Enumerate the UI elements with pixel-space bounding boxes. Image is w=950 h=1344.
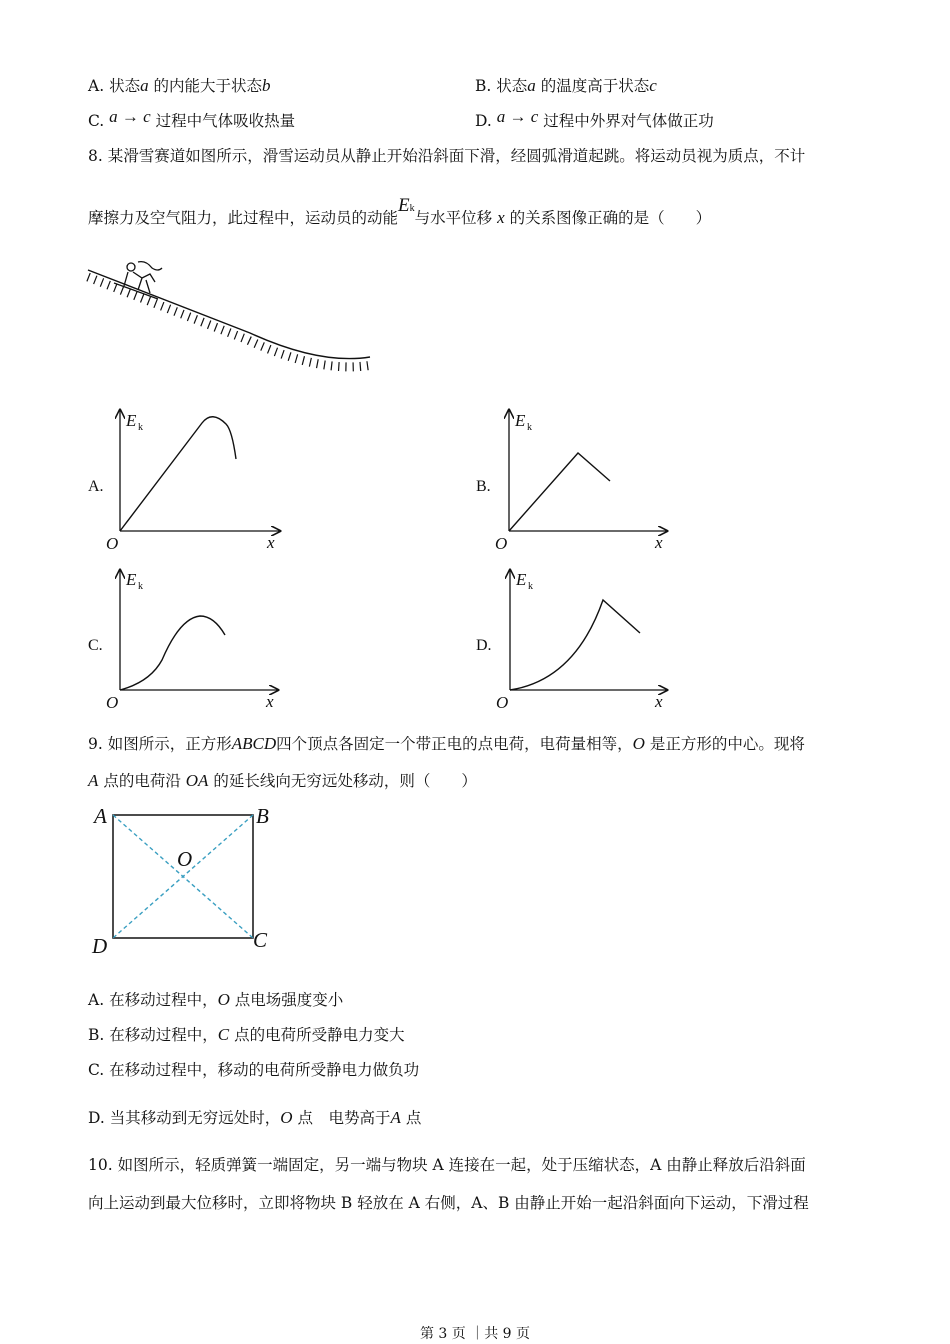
q7-option-c: C. a → c 过程中气体吸收热量 bbox=[88, 107, 296, 130]
q9-option-d[interactable]: D. 当其移动到无穷远处时，O 点 电势高于A 点 bbox=[88, 1108, 422, 1127]
svg-text:O: O bbox=[106, 693, 119, 712]
page-footer: 第 3 页 ｜共 9 页 bbox=[419, 1326, 531, 1342]
x-label: x bbox=[267, 533, 275, 552]
q8-option-b-label[interactable]: B. bbox=[476, 478, 491, 495]
q8-option-c-label[interactable]: C. bbox=[88, 637, 103, 654]
q10-stem-line2: 向上运动到最大位移时，立即将物块 B 轻放在 A 右侧，A、B 由静止开始一起沿斜面向下运动，下滑过程 bbox=[88, 1194, 809, 1212]
q8-stem-line2: 摩擦力及空气阻力，此过程中，运动员的动能Ek与水平位移 x 的关系图像正确的是（ ） bbox=[88, 195, 712, 227]
q9-stem-line2: A 点的电荷沿 OA 的延长线向无穷远处移动，则（ ） bbox=[88, 771, 477, 790]
q9-option-c[interactable]: C. 在移动过程中，移动的电荷所受静电力做负功 bbox=[88, 1061, 420, 1079]
q9-option-b[interactable]: B. 在移动过程中，C 点的电荷所受静电力变大 bbox=[88, 1025, 405, 1044]
y-label: E bbox=[126, 411, 137, 430]
svg-text:E: E bbox=[516, 570, 527, 589]
q9-option-a[interactable]: A. 在移动过程中，O 点电场强度变小 bbox=[88, 990, 344, 1009]
center-o-label: O bbox=[177, 847, 193, 871]
svg-text:O: O bbox=[495, 534, 508, 553]
q8-option-a-label[interactable]: A. bbox=[88, 478, 104, 495]
vertex-d-label: D bbox=[92, 934, 108, 958]
q7-option-a: A. 状态a 的内能大于状态b bbox=[88, 76, 271, 95]
svg-text:k: k bbox=[138, 581, 143, 592]
svg-text:x: x bbox=[655, 533, 663, 552]
origin-label: O bbox=[106, 534, 119, 553]
svg-text:x: x bbox=[266, 692, 274, 711]
vertex-c-label: C bbox=[253, 928, 268, 952]
svg-text:E: E bbox=[515, 411, 526, 430]
svg-text:x: x bbox=[655, 692, 663, 711]
diagonal-bd bbox=[113, 815, 253, 938]
q7-option-b: B. 状态a 的温度高于状态c bbox=[475, 76, 657, 95]
q9-stem-line1: 9. 如图所示，正方形ABCD四个顶点各固定一个带正电的点电荷，电荷量相等，O 是正方形的中心。现将 bbox=[88, 734, 805, 753]
vertex-b-label: B bbox=[256, 804, 269, 828]
svg-text:O: O bbox=[496, 693, 509, 712]
q8-option-d-label[interactable]: D. bbox=[476, 637, 492, 654]
svg-text:k: k bbox=[138, 422, 143, 433]
q7-option-d: D. a → c 过程中外界对气体做正功 bbox=[475, 107, 714, 130]
svg-text:k: k bbox=[527, 422, 532, 433]
q8-stem-line1: 8. 某滑雪赛道如图所示，滑雪运动员从静止开始沿斜面下滑，经圆弧滑道起跳。将运动员视为质点，不计 bbox=[88, 147, 806, 165]
q10-stem-line1: 10. 如图所示，轻质弹簧一端固定，另一端与物块 A 连接在一起，处于压缩状态，A 由静止释放后沿斜面 bbox=[88, 1156, 806, 1174]
svg-text:E: E bbox=[126, 570, 137, 589]
svg-text:k: k bbox=[528, 581, 533, 592]
vertex-a-label: A bbox=[94, 804, 107, 828]
